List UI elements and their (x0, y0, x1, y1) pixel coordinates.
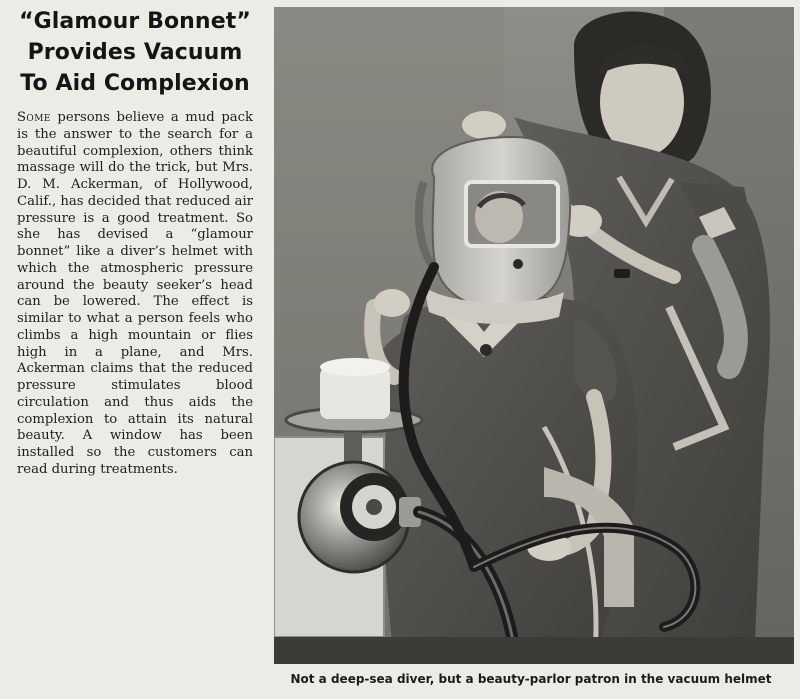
headline (6, 6, 264, 99)
photo-illustration (274, 7, 794, 664)
photo (274, 7, 794, 664)
headline-line-1: “Glamour Bonnet” (19, 9, 251, 34)
floor (274, 637, 794, 664)
article-paragraph (17, 110, 253, 479)
article-text: persons believe a mud pack is the answer to the search for a beautiful complexion, others think massage will do the trick, but Mrs. D. M. Ackerman, of Hollywood, Calif., has decided that reduced air pressure is a good treatment. So she has devised a “glamour bonnet” like a diver’s helmet with which the atmospheric pressure around the beauty seeker’s head can be lowered. The effect is similar to what a person feels who climbs a high mountain or flies high in a plane, and Mrs. Ackerman claims that the reduced pressure stimulates blood circulation and thus aids the complexion to attain its natural beauty. A window has been installed so the customers can read during treatments. (17, 110, 253, 477)
article-body (17, 110, 253, 479)
headline-line-3: To Aid Complexion (20, 71, 250, 96)
photo-caption: Not a deep-sea diver, but a beauty-parlor patron in the vacuum helmet (290, 672, 772, 686)
article-lead-word: Some (17, 110, 51, 125)
headline-line-2: Provides Vacuum (27, 40, 243, 65)
